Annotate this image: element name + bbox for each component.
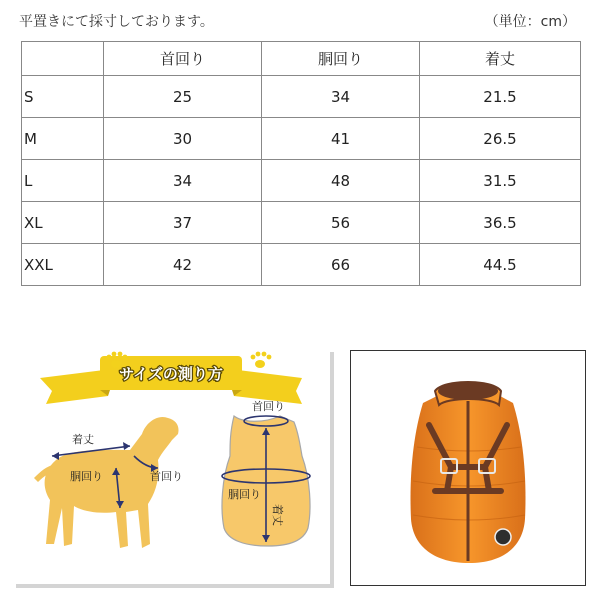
table-row [22, 244, 581, 286]
banner-title: サイズの測り方 [119, 365, 223, 383]
length-value: 21.5 [420, 76, 581, 118]
header-length: 着丈 [420, 42, 581, 76]
neck-value: 25 [104, 76, 262, 118]
vest-diagram [222, 416, 310, 546]
chest-value: 41 [262, 118, 420, 160]
table-row [22, 202, 581, 244]
size-name: XL [22, 202, 104, 244]
guide-illustration [12, 348, 330, 584]
length-value: 26.5 [420, 118, 581, 160]
dog-neck-label: 首回り [150, 470, 183, 483]
neck-value: 37 [104, 202, 262, 244]
header-neck: 首回り [104, 42, 262, 76]
vest-length-label: 着丈 [271, 504, 284, 526]
table-header-row [22, 42, 581, 76]
table-row [22, 118, 581, 160]
measurement-note: 平置きにて採寸しております。 [19, 14, 214, 30]
measurement-guide [12, 348, 330, 584]
product-photo [350, 350, 586, 586]
size-table [21, 41, 581, 286]
length-value: 36.5 [420, 202, 581, 244]
size-name: S [22, 76, 104, 118]
header-chest: 胴回り [262, 42, 420, 76]
length-value: 44.5 [420, 244, 581, 286]
chest-value: 34 [262, 76, 420, 118]
neck-value: 42 [104, 244, 262, 286]
vest-chest-label: 胴回り [228, 488, 261, 501]
chest-value: 66 [262, 244, 420, 286]
header-size [22, 42, 104, 76]
table-row [22, 160, 581, 202]
size-name: L [22, 160, 104, 202]
neck-value: 30 [104, 118, 262, 160]
chest-value: 48 [262, 160, 420, 202]
size-name: XXL [22, 244, 104, 286]
table-row [22, 76, 581, 118]
paw-icon [251, 352, 272, 368]
dog-length-label: 着丈 [72, 433, 94, 446]
vest-neck-label: 首回り [252, 400, 285, 413]
dog-chest-label: 胴回り [70, 470, 103, 483]
chest-value: 56 [262, 202, 420, 244]
size-name: M [22, 118, 104, 160]
neck-value: 34 [104, 160, 262, 202]
length-value: 31.5 [420, 160, 581, 202]
orange-vest-image [351, 351, 585, 585]
unit-note: （単位：cm） [484, 14, 576, 30]
